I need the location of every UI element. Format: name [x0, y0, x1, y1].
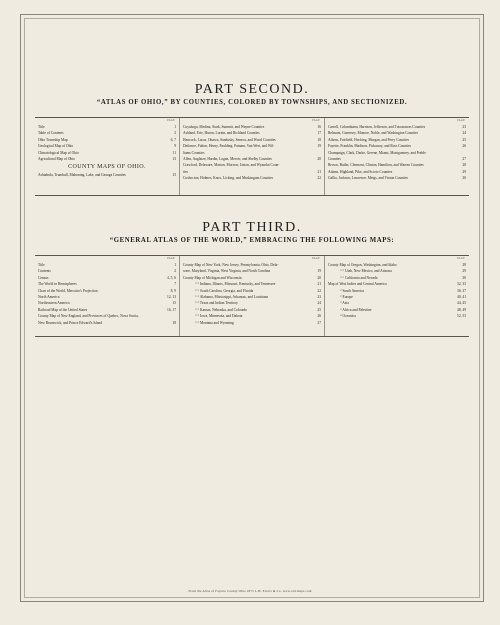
- entry-page: 17: [317, 131, 321, 136]
- entry-label: County Map of New York, New Jersey, Pennsylvania, Ohio, Dela-: [183, 263, 279, 267]
- page-frame: [20, 14, 484, 602]
- entry-page: 20: [317, 156, 321, 161]
- entry-label: “ Europe: [340, 294, 353, 299]
- entry-label: “ “ Kansas, Nebraska, and Colorado: [195, 307, 247, 312]
- entry-label: Table of Contents: [38, 131, 64, 136]
- entry-label: Contents: [38, 269, 51, 274]
- page-header: PAGE: [312, 119, 320, 122]
- entry-page: 25: [317, 307, 321, 312]
- entry-page: 30: [462, 275, 466, 280]
- entry-page: 22: [317, 176, 321, 181]
- entry-page: 11: [172, 150, 176, 155]
- entry-page: 44, 45: [457, 301, 466, 306]
- entry-page: 12, 13: [167, 294, 176, 299]
- county-maps-heading: COUNTY MAPS OF OHIO.: [68, 164, 146, 171]
- entry-page: 7: [174, 282, 176, 287]
- part-third-index: [35, 255, 469, 337]
- entry-label: “ “ Utah, New Mexico, and Arizona: [340, 269, 392, 274]
- entry-label: Counties: [328, 156, 341, 161]
- entry-label: Chart of the World, Mercator's Projection: [38, 288, 98, 293]
- page-header: PAGE: [457, 257, 465, 260]
- entry-label: Ashtabula, Trumbull, Mahoning, Lake, and Geauga Counties: [38, 173, 126, 178]
- index-entry: [38, 320, 176, 326]
- entry-page: 4, 5, 6: [167, 275, 176, 280]
- entry-page: 16, 17: [167, 307, 176, 312]
- entry-page: 8, 9: [170, 288, 176, 293]
- entry-label: “ “ Texas and Indian Territory: [195, 301, 238, 306]
- entry-label: “ “ South Carolina, Georgia, and Florida: [195, 288, 254, 293]
- entry-page: 13: [172, 156, 176, 161]
- entry-page: 21: [317, 282, 321, 287]
- entry-label: Belmont, Guernsey, Monroe, Noble, and Washington Counties: [328, 131, 419, 136]
- entry-label: “ “ Montana and Wyoming: [195, 320, 234, 325]
- entry-label: Athens, Fairfield, Hocking, Morgan, and Perry Counties: [328, 137, 409, 142]
- entry-label: Carroll, Columbiana, Harrison, Jefferson, and Tuscarawas Counties: [328, 125, 426, 129]
- entry-label: New Brunswick, and Prince Edward's Island: [38, 320, 103, 325]
- entry-page: 36, 37: [457, 288, 466, 293]
- entry-page: 15: [172, 173, 176, 178]
- entry-label: “ “ Indiana, Illinois, Missouri, Kentucky, and Tennessee: [195, 282, 276, 287]
- entry-page: 23: [317, 294, 321, 299]
- entry-label: Hancock, Lucas, Ottawa, Sandusky, Seneca, and Wood Counties: [183, 137, 276, 142]
- entry-page: 29: [462, 169, 466, 174]
- entry-label: Ashland, Erie, Huron, Lorain, and Richland Counties: [183, 131, 260, 136]
- entry-label: The World in Hemispheres: [38, 282, 77, 287]
- entry-page: 26: [462, 144, 466, 149]
- entry-page: 1: [174, 125, 176, 129]
- entry-label: “ Oceanica: [340, 314, 356, 319]
- entry-page: 22: [317, 288, 321, 293]
- part-third-subtitle: “GENERAL ATLAS OF THE WORLD,” EMBRACING THE FOLLOWING MAPS:: [109, 237, 395, 244]
- entry-page: 6, 7: [170, 137, 176, 142]
- entry-page: 19: [317, 144, 321, 149]
- part-third-col-1: [35, 256, 180, 336]
- part-second-title: PART SECOND.: [194, 82, 310, 97]
- entry-page: 28: [462, 163, 466, 168]
- index-entry: [38, 156, 176, 162]
- entry-page: 27: [317, 320, 321, 325]
- entry-label: Adams, Highland, Pike, and Scioto Counties: [328, 169, 393, 174]
- entry-page: 18: [172, 320, 176, 325]
- part-second-col-3: [325, 118, 469, 195]
- entry-page: 15: [172, 301, 176, 306]
- entry-page: 25: [462, 137, 466, 142]
- entry-label: Geological Map of Ohio: [38, 144, 74, 149]
- entry-label: Railroad Map of the United States: [38, 307, 88, 312]
- index-entry: [183, 175, 321, 181]
- index-entry: [38, 172, 176, 178]
- entry-label: “ “ Iowa, Minnesota, and Dakota: [195, 314, 243, 319]
- part-third-title: PART THIRD.: [202, 220, 302, 235]
- entry-page: 21: [317, 169, 321, 174]
- entry-page: 2: [174, 131, 176, 136]
- entry-page: 18: [317, 137, 321, 142]
- entry-page: 52, 53: [457, 314, 466, 319]
- entry-label: Brown, Butler, Clermont, Clinton, Hamilton, and Warren Counties: [328, 163, 424, 168]
- page-header: PAGE: [167, 119, 175, 122]
- entry-label: Champaign, Clark, Darke, Greene, Miami, Montgomery, and Preble: [328, 150, 426, 155]
- entry-label: Allen, Auglaize, Hardin, Logan, Mercer, and Shelby Counties: [183, 156, 272, 161]
- index-entry: [183, 320, 321, 326]
- entry-label: “ South America: [340, 288, 364, 293]
- entry-page: 9: [174, 144, 176, 149]
- entry-label: Title: [38, 125, 45, 129]
- entry-label: County Map of Oregon, Washington, and Idaho: [328, 263, 397, 267]
- entry-label: Ohio Township Map: [38, 137, 68, 142]
- entry-page: 19: [317, 269, 321, 274]
- entry-label: Coshocton, Holmes, Knox, Licking, and Muskingum Counties: [183, 176, 274, 181]
- page-header: PAGE: [457, 119, 465, 122]
- entry-page: 24: [317, 301, 321, 306]
- entry-page: 28: [462, 263, 466, 267]
- entry-page: 30: [462, 176, 466, 181]
- entry-page: 26: [317, 314, 321, 319]
- entry-label: ties: [183, 169, 188, 174]
- part-second-col-1: [35, 118, 180, 195]
- entry-label: “ “ California and Nevada: [340, 275, 378, 280]
- entry-label: Defiance, Fulton, Henry, Paulding, Putnam, Van Wert, and Wil-: [183, 144, 275, 149]
- entry-page: 32, 33: [457, 282, 466, 287]
- entry-label: Agricultural Map of Ohio: [38, 156, 76, 161]
- entry-page: 16: [317, 125, 321, 129]
- entry-label: “ “ Alabama, Mississippi, Arkansas, and Louisiana: [195, 294, 268, 299]
- entry-page: 27: [462, 156, 466, 161]
- entry-label: Climatological Map of Ohio: [38, 150, 79, 155]
- entry-label: Census: [38, 275, 49, 280]
- index-entry: [328, 175, 466, 181]
- entry-page: 24: [462, 131, 466, 136]
- entry-label: ware, Maryland, Virginia, West Virginia, and North Carolina: [183, 269, 271, 274]
- entry-page: 2: [174, 269, 176, 274]
- entry-page: 1: [174, 263, 176, 267]
- page-header: PAGE: [312, 257, 320, 260]
- entry-label: Cuyahoga, Medina, Stark, Summit, and Wayne Counties: [183, 125, 265, 129]
- entry-label: Crawford, Delaware, Marion, Morrow, Union, and Wyandot Coun-: [183, 163, 280, 168]
- part-third-col-2: [180, 256, 325, 336]
- part-second-index: [35, 117, 469, 196]
- part-second-subtitle: “ATLAS OF OHIO,” BY COUNTIES, COLORED BY TOWNSHIPS, AND SECTIONIZED.: [96, 99, 408, 106]
- entry-label: “ Africa and Palestine: [340, 307, 372, 312]
- part-third-col-3: [325, 256, 469, 336]
- entry-page: 23: [462, 125, 466, 129]
- entry-page: 40, 41: [457, 294, 466, 299]
- entry-label: Fayette, Franklin, Madison, Pickaway, and Ross Counties: [328, 144, 412, 149]
- entry-page: 29: [462, 269, 466, 274]
- entry-label: “ Asia: [340, 301, 349, 306]
- entry-label: liams Counties: [183, 150, 205, 155]
- entry-label: Gallia, Jackson, Lawrence, Meigs, and Vinton Counties: [328, 176, 408, 181]
- index-entry: [328, 313, 466, 319]
- entry-label: North America: [38, 294, 60, 299]
- page-header: PAGE: [167, 257, 175, 260]
- footer-credit: From the Atlas of Fayette County Ohio 1875 L.H. Everts & Co. www.old-maps.com: [188, 589, 312, 593]
- entry-label: County Map of New England, and Provinces of Quebec, Nova Scotia,: [38, 314, 139, 319]
- part-second-col-2: [180, 118, 325, 195]
- entry-page: 20: [317, 275, 321, 280]
- entry-label: Title: [38, 263, 45, 267]
- entry-label: Map of West Indies and Central America: [328, 282, 387, 287]
- entry-label: Northeastern America: [38, 301, 70, 306]
- entry-page: 48, 49: [457, 307, 466, 312]
- entry-label: County Map of Michigan and Wisconsin: [183, 275, 242, 280]
